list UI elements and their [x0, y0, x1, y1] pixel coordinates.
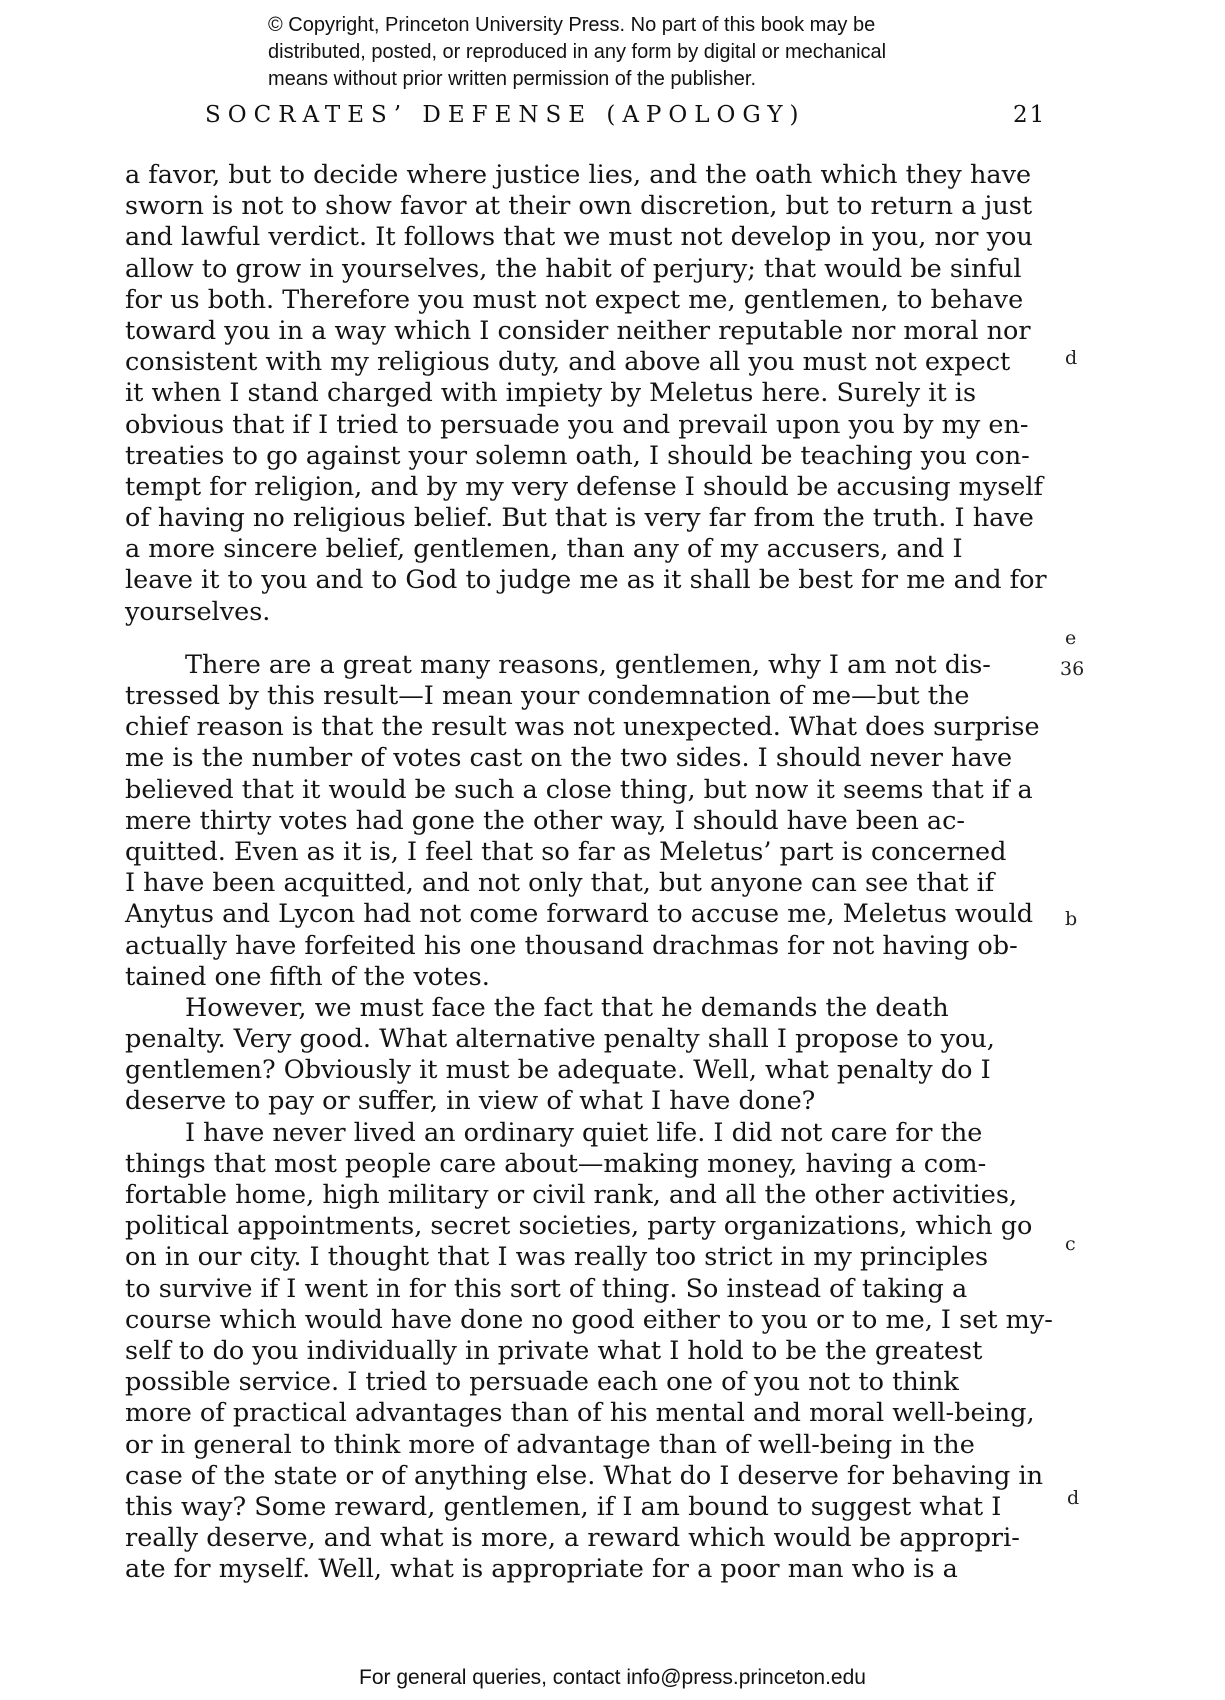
text-line: tempt for religion, and by my very defense I should be accusing myself [125, 471, 1043, 502]
text-line: treaties to go against your solemn oath, I should be teaching you con- [125, 440, 1030, 471]
text-line: things that most people care about—making money, having a com- [125, 1148, 987, 1179]
text-line: a more sincere belief, gentlemen, than any of my accusers, and I [125, 534, 963, 565]
text-line: a favor, but to decide where justice lies, and the oath which they have [125, 160, 1032, 190]
text-line: to survive if I went in for this sort of thing. So instead of taking a [125, 1273, 968, 1304]
paragraph [125, 993, 1055, 1118]
text-line: allow to grow in yourselves, the habit of perjury; that would be sinful [125, 253, 1022, 284]
text-line: more of practical advantages than of his mental and moral well-being, [125, 1398, 1035, 1429]
text-line: However, we must face the fact that he demands the death [185, 992, 949, 1023]
text-line: I have been acquitted, and not only that, but anyone can see that if [125, 868, 995, 899]
text-line: toward you in a way which I consider neither reputable nor moral nor [125, 315, 1031, 346]
text-line: There are a great many reasons, gentlemen, why I am not dis- [185, 649, 991, 680]
text-line: really deserve, and what is more, a reward which would be appropri- [125, 1523, 1020, 1554]
paragraph [125, 160, 1055, 628]
text-line: tressed by this result—I mean your condemnation of me—but the [125, 681, 970, 711]
text-line: obvious that if I tried to persuade you and prevail upon you by my en- [125, 409, 1029, 440]
copyright-notice [268, 12, 1028, 93]
text-line: tained one fifth of the votes. [125, 961, 490, 992]
text-line: political appointments, secret societies, party organizations, which go [125, 1211, 1033, 1242]
footer-contact: For general queries, contact info@press.princeton.edu [359, 1666, 866, 1689]
text-line: yourselves. [125, 596, 271, 627]
text-line: of having no religious belief. But that is very far from the truth. I have [125, 503, 1034, 534]
text-line: for us both. Therefore you must not expect me, gentlemen, to behave [125, 284, 1024, 315]
text-line: case of the state or of anything else. What do I deserve for behaving in [125, 1460, 1044, 1491]
text-line: penalty. Very good. What alternative penalty shall I propose to you, [125, 1024, 995, 1055]
text-line: actually have forfeited his one thousand drachmas for not having ob- [125, 930, 1018, 961]
text-line: this way? Some reward, gentlemen, if I am bound to suggest what I [125, 1491, 1002, 1522]
text-line: and lawful verdict. It follows that we must not develop in you, nor you [125, 222, 1033, 253]
text-line: or in general to think more of advantage than of well-being in the [125, 1429, 975, 1460]
body-text [125, 160, 1055, 1585]
copyright-line: means without prior written permission of the publisher. [268, 68, 757, 90]
page-number: 21 [1013, 102, 1047, 128]
text-line: I have never lived an ordinary quiet life. I did not care for the [185, 1117, 983, 1148]
text-line: self to do you individually in private what I hold to be the greatest [125, 1335, 983, 1366]
text-line: gentlemen? Obviously it must be adequate. Well, what penalty do I [125, 1055, 991, 1086]
copyright-line: distributed, posted, or reproduced in any form by digital or mechanical [268, 41, 887, 63]
paragraph-gap [125, 628, 1055, 650]
text-line: consistent with my religious duty, and above all you must not expect [125, 347, 1011, 378]
text-line: ate for myself. Well, what is appropriate for a poor man who is a [125, 1554, 958, 1585]
text-line: on in our city. I thought that I was really too strict in my principles [125, 1242, 989, 1273]
text-line: possible service. I tried to persuade each one of you not to think [125, 1367, 959, 1398]
text-line: chief reason is that the result was not unexpected. What does surprise [125, 712, 1040, 743]
copyright-line: © Copyright, Princeton University Press. No part of this book may be [268, 14, 876, 36]
running-head [205, 102, 1055, 128]
margin-marker: 36 [1060, 658, 1085, 680]
margin-marker: d [1065, 347, 1078, 369]
margin-marker: b [1065, 908, 1078, 930]
text-line: sworn is not to show favor at their own discretion, but to return a just [125, 191, 1033, 222]
margin-marker: e [1065, 627, 1077, 649]
text-line: Anytus and Lycon had not come forward to accuse me, Meletus would [125, 899, 1034, 930]
text-line: me is the number of votes cast on the two sides. I should never have [125, 743, 1013, 774]
text-line: leave it to you and to God to judge me as it shall be best for me and for [125, 565, 1047, 596]
margin-marker: d [1067, 1487, 1080, 1509]
text-line: believed that it would be such a close thing, but now it seems that if a [125, 774, 1033, 805]
paragraph [125, 650, 1055, 993]
margin-marker: c [1065, 1233, 1076, 1255]
paragraph [125, 1118, 1055, 1586]
text-line: mere thirty votes had gone the other way, I should have been ac- [125, 805, 966, 836]
running-head-title: SOCRATES’ DEFENSE (APOLOGY) [205, 102, 806, 128]
text-line: deserve to pay or suffer, in view of what I have done? [125, 1086, 816, 1117]
text-line: quitted. Even as it is, I feel that so far as Meletus’ part is concerned [125, 836, 1007, 867]
text-line: fortable home, high military or civil rank, and all the other activities, [125, 1180, 1018, 1210]
text-line: course which would have done no good either to you or to me, I set my- [125, 1304, 1053, 1335]
text-line: it when I stand charged with impiety by Meletus here. Surely it is [125, 378, 977, 409]
